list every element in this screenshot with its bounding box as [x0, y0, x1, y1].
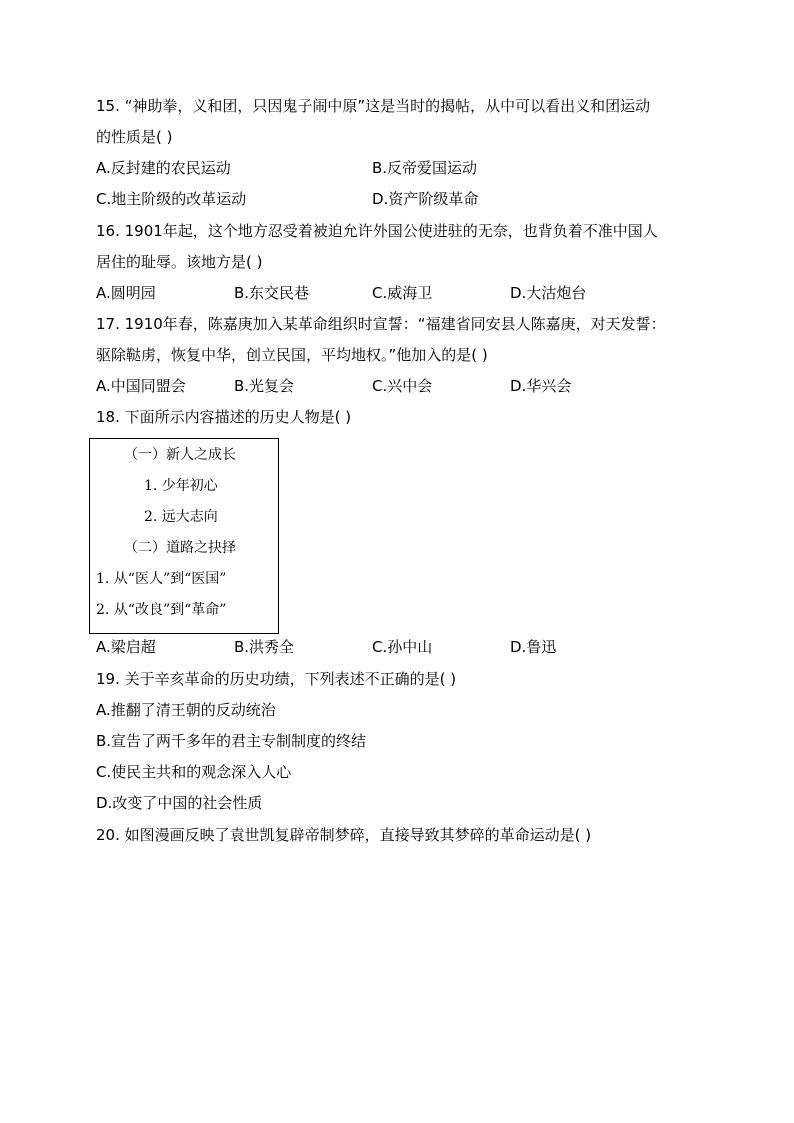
q17-stem-line1: 17. 1910年春，陈嘉庚加入某革命组织时宣誓：“福建省同安县人陈嘉庚，对天发誓：: [96, 315, 666, 333]
q19-option-b: B.宣告了两千多年的君主专制制度的终结: [96, 732, 367, 750]
q15-stem-line2: 的性质是( ): [96, 128, 173, 146]
q17-option-d: D.华兴会: [510, 377, 572, 395]
q19-option-c: C.使民主共和的观念深入人心: [96, 763, 292, 781]
q15-stem-line1: 15. “神助拳，义和团，只因鬼子闹中原”这是当时的揭帖，从中可以看出义和团运动: [96, 97, 651, 115]
q18-option-b: B.洪秀全: [234, 638, 295, 656]
q17-option-c: C.兴中会: [372, 377, 433, 395]
q19-option-d: D.改变了中国的社会性质: [96, 794, 263, 812]
q16-stem-line1: 16. 1901年起，这个地方忍受着被迫允许外国公使进驻的无奈，也背负着不准中国人: [96, 222, 658, 240]
q15-option-a: A.反封建的农民运动: [96, 159, 231, 177]
q16-option-b: B.东交民巷: [234, 284, 310, 302]
q16-option-a: A.圆明园: [96, 284, 156, 302]
q17-stem-line2: 驱除鞑虏，恢复中华，创立民国，平均地权。”他加入的是( ): [96, 346, 488, 364]
q17-option-b: B.光复会: [234, 377, 295, 395]
q20-stem-line1: 20. 如图漫画反映了袁世凯复辟帝制梦碎，直接导致其梦碎的革命运动是( ): [96, 826, 592, 844]
q15-option-c: C.地主阶级的改革运动: [96, 190, 247, 208]
q18-option-d: D.鲁迅: [510, 638, 557, 656]
outline-item-1-1: 1. 少年初心: [144, 478, 218, 494]
q17-option-a: A.中国同盟会: [96, 377, 186, 395]
q15-option-d: D.资产阶级革命: [372, 190, 479, 208]
q18-stem-line1: 18. 下面所示内容描述的历史人物是( ): [96, 408, 352, 426]
outline-item-1-2: 2. 远大志向: [144, 509, 218, 525]
q16-stem-line2: 居住的耻辱。该地方是( ): [96, 253, 263, 271]
q16-option-d: D.大沽炮台: [510, 284, 587, 302]
outline-section-1: （一）新人之成长: [124, 447, 236, 463]
q18-option-c: C.孙中山: [372, 638, 433, 656]
q19-option-a: A.推翻了清王朝的反动统治: [96, 701, 276, 719]
q19-stem-line1: 19. 关于辛亥革命的历史功绩，下列表述不正确的是( ): [96, 670, 457, 688]
q16-option-c: C.威海卫: [372, 284, 433, 302]
q18-outline-box: [89, 438, 279, 634]
outline-item-2-1: 1. 从“医人”到“医国”: [96, 571, 227, 587]
q15-option-b: B.反帝爱国运动: [372, 159, 478, 177]
outline-item-2-2: 2. 从“改良”到“革命”: [96, 602, 227, 618]
outline-section-2: （二）道路之抉择: [124, 540, 236, 556]
q18-option-a: A.梁启超: [96, 638, 156, 656]
